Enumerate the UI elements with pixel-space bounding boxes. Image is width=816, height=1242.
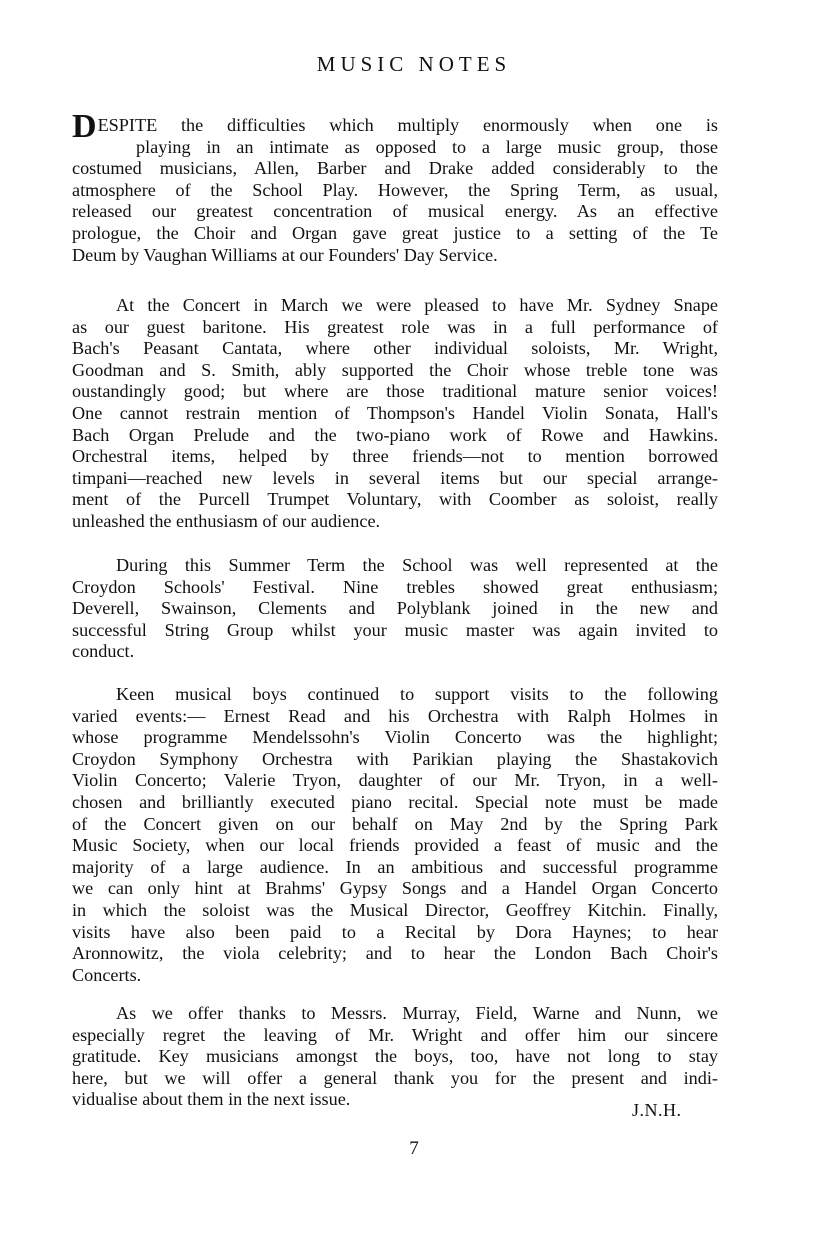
paragraph-line: Concerts. — [72, 964, 142, 985]
paragraph-line: Aronnowitz, the viola celebrity; and to hear the London Bach Choir's — [72, 943, 718, 964]
paragraph-line: Croydon Schools' Festival. Nine trebles showed great enthusiasm; — [72, 576, 718, 597]
page-number: 7 — [409, 1138, 419, 1159]
paragraph-line: At the Concert in March we were pleased to have Mr. Sydney Snape — [116, 295, 718, 315]
paragraph-concert — [72, 295, 718, 533]
paragraph-line: as our guest baritone. His greatest role was in a full performance of — [72, 316, 718, 337]
paragraph-line: Croydon Symphony Orchestra with Parikian playing the Shastakovich — [72, 748, 718, 769]
drop-cap: D — [72, 108, 97, 145]
page-title: MUSIC NOTES — [316, 52, 512, 76]
paragraph-summer-term — [72, 555, 718, 663]
paragraph-line: majority of a large audience. In an ambitious and successful programme — [72, 856, 718, 877]
paragraph-thanks — [72, 1003, 718, 1111]
paragraph-line: varied events:— Ernest Read and his Orchestra with Ralph Holmes in — [72, 705, 718, 726]
paragraph-line: vidualise about them in the next issue. — [72, 1089, 351, 1110]
paragraph-line: oustandingly good; but where are those traditional mature senior voices! — [72, 381, 718, 402]
paragraph-visits — [72, 684, 718, 986]
paragraph-line — [72, 108, 718, 145]
paragraph-line: of the Concert given on our behalf on May 2nd by the Spring Park — [72, 813, 718, 834]
author-signature: J.N.H. — [632, 1100, 682, 1120]
paragraph-line: One cannot restrain mention of Thompson's Handel Violin Sonata, Hall's — [72, 402, 718, 423]
paragraph-line: atmosphere of the School Play. However, the Spring Term, as usual, — [72, 179, 718, 200]
paragraph-line: successful String Group whilst your music master was again invited to — [72, 619, 718, 640]
paragraph-line: costumed musicians, Allen, Barber and Drake added considerably to the — [72, 158, 718, 179]
paragraph-line: visits have also been paid to a Recital by Dora Haynes; to hear — [72, 921, 718, 942]
paragraph-line: timpani—reached new levels in several items but our special arrange- — [72, 467, 718, 488]
paragraph-line: here, but we will offer a general thank you for the present and indi- — [72, 1067, 718, 1088]
paragraph-line: Bach Organ Prelude and the two-piano work of Rowe and Hawkins. — [72, 424, 718, 445]
paragraph-line: As we offer thanks to Messrs. Murray, Field, Warne and Nunn, we — [116, 1003, 718, 1023]
paragraph-line: in which the soloist was the Musical Director, Geoffrey Kitchin. Finally, — [72, 899, 718, 920]
paragraph-line: Orchestral items, helped by three friends—not to mention borrowed — [72, 446, 718, 467]
paragraph-line: Bach's Peasant Cantata, where other individual soloists, Mr. Wright, — [72, 338, 718, 359]
paragraph-line: Violin Concerto; Valerie Tryon, daughter of our Mr. Tryon, in a well- — [72, 770, 718, 791]
paragraph-line: whose programme Mendelssohn's Violin Concerto was the highlight; — [72, 727, 718, 748]
paragraph-line: Deverell, Swainson, Clements and Polyblank joined in the new and — [72, 598, 718, 619]
paragraph-line: prologue, the Choir and Organ gave great justice to a setting of the Te — [72, 222, 718, 243]
paragraph-line: ment of the Purcell Trumpet Voluntary, with Coomber as soloist, really — [72, 489, 718, 510]
paragraph-line: gratitude. Key musicians amongst the boys, too, have not long to stay — [72, 1046, 718, 1067]
paragraph-intro — [72, 108, 718, 266]
paragraph-line: During this Summer Term the School was well represented at the — [116, 555, 718, 575]
paragraph-line: unleashed the enthusiasm of our audience. — [72, 510, 381, 531]
paragraph-line: Music Society, when our local friends provided a feast of music and the — [72, 835, 718, 856]
paragraph-line: chosen and brilliantly executed piano recital. Special note must be made — [72, 791, 718, 812]
paragraph-line: Keen musical boys continued to support visits to the following — [116, 684, 718, 704]
paragraph-line: conduct. — [72, 641, 135, 662]
paragraph-line: released our greatest concentration of musical energy. As an effective — [72, 201, 718, 222]
paragraph-line: Deum by Vaughan Williams at our Founders' Day Service. — [72, 244, 498, 265]
line-text: ESPITE the difficulties which multiply enormously when one is — [97, 115, 718, 135]
paragraph-line: playing in an intimate as opposed to a large music group, those — [136, 136, 718, 157]
paragraph-line: especially regret the leaving of Mr. Wright and offer him our sincere — [72, 1024, 718, 1045]
paragraph-line: we can only hint at Brahms' Gypsy Songs and a Handel Organ Concerto — [72, 878, 718, 899]
paragraph-line: Goodman and S. Smith, ably supported the Choir whose treble tone was — [72, 359, 718, 380]
